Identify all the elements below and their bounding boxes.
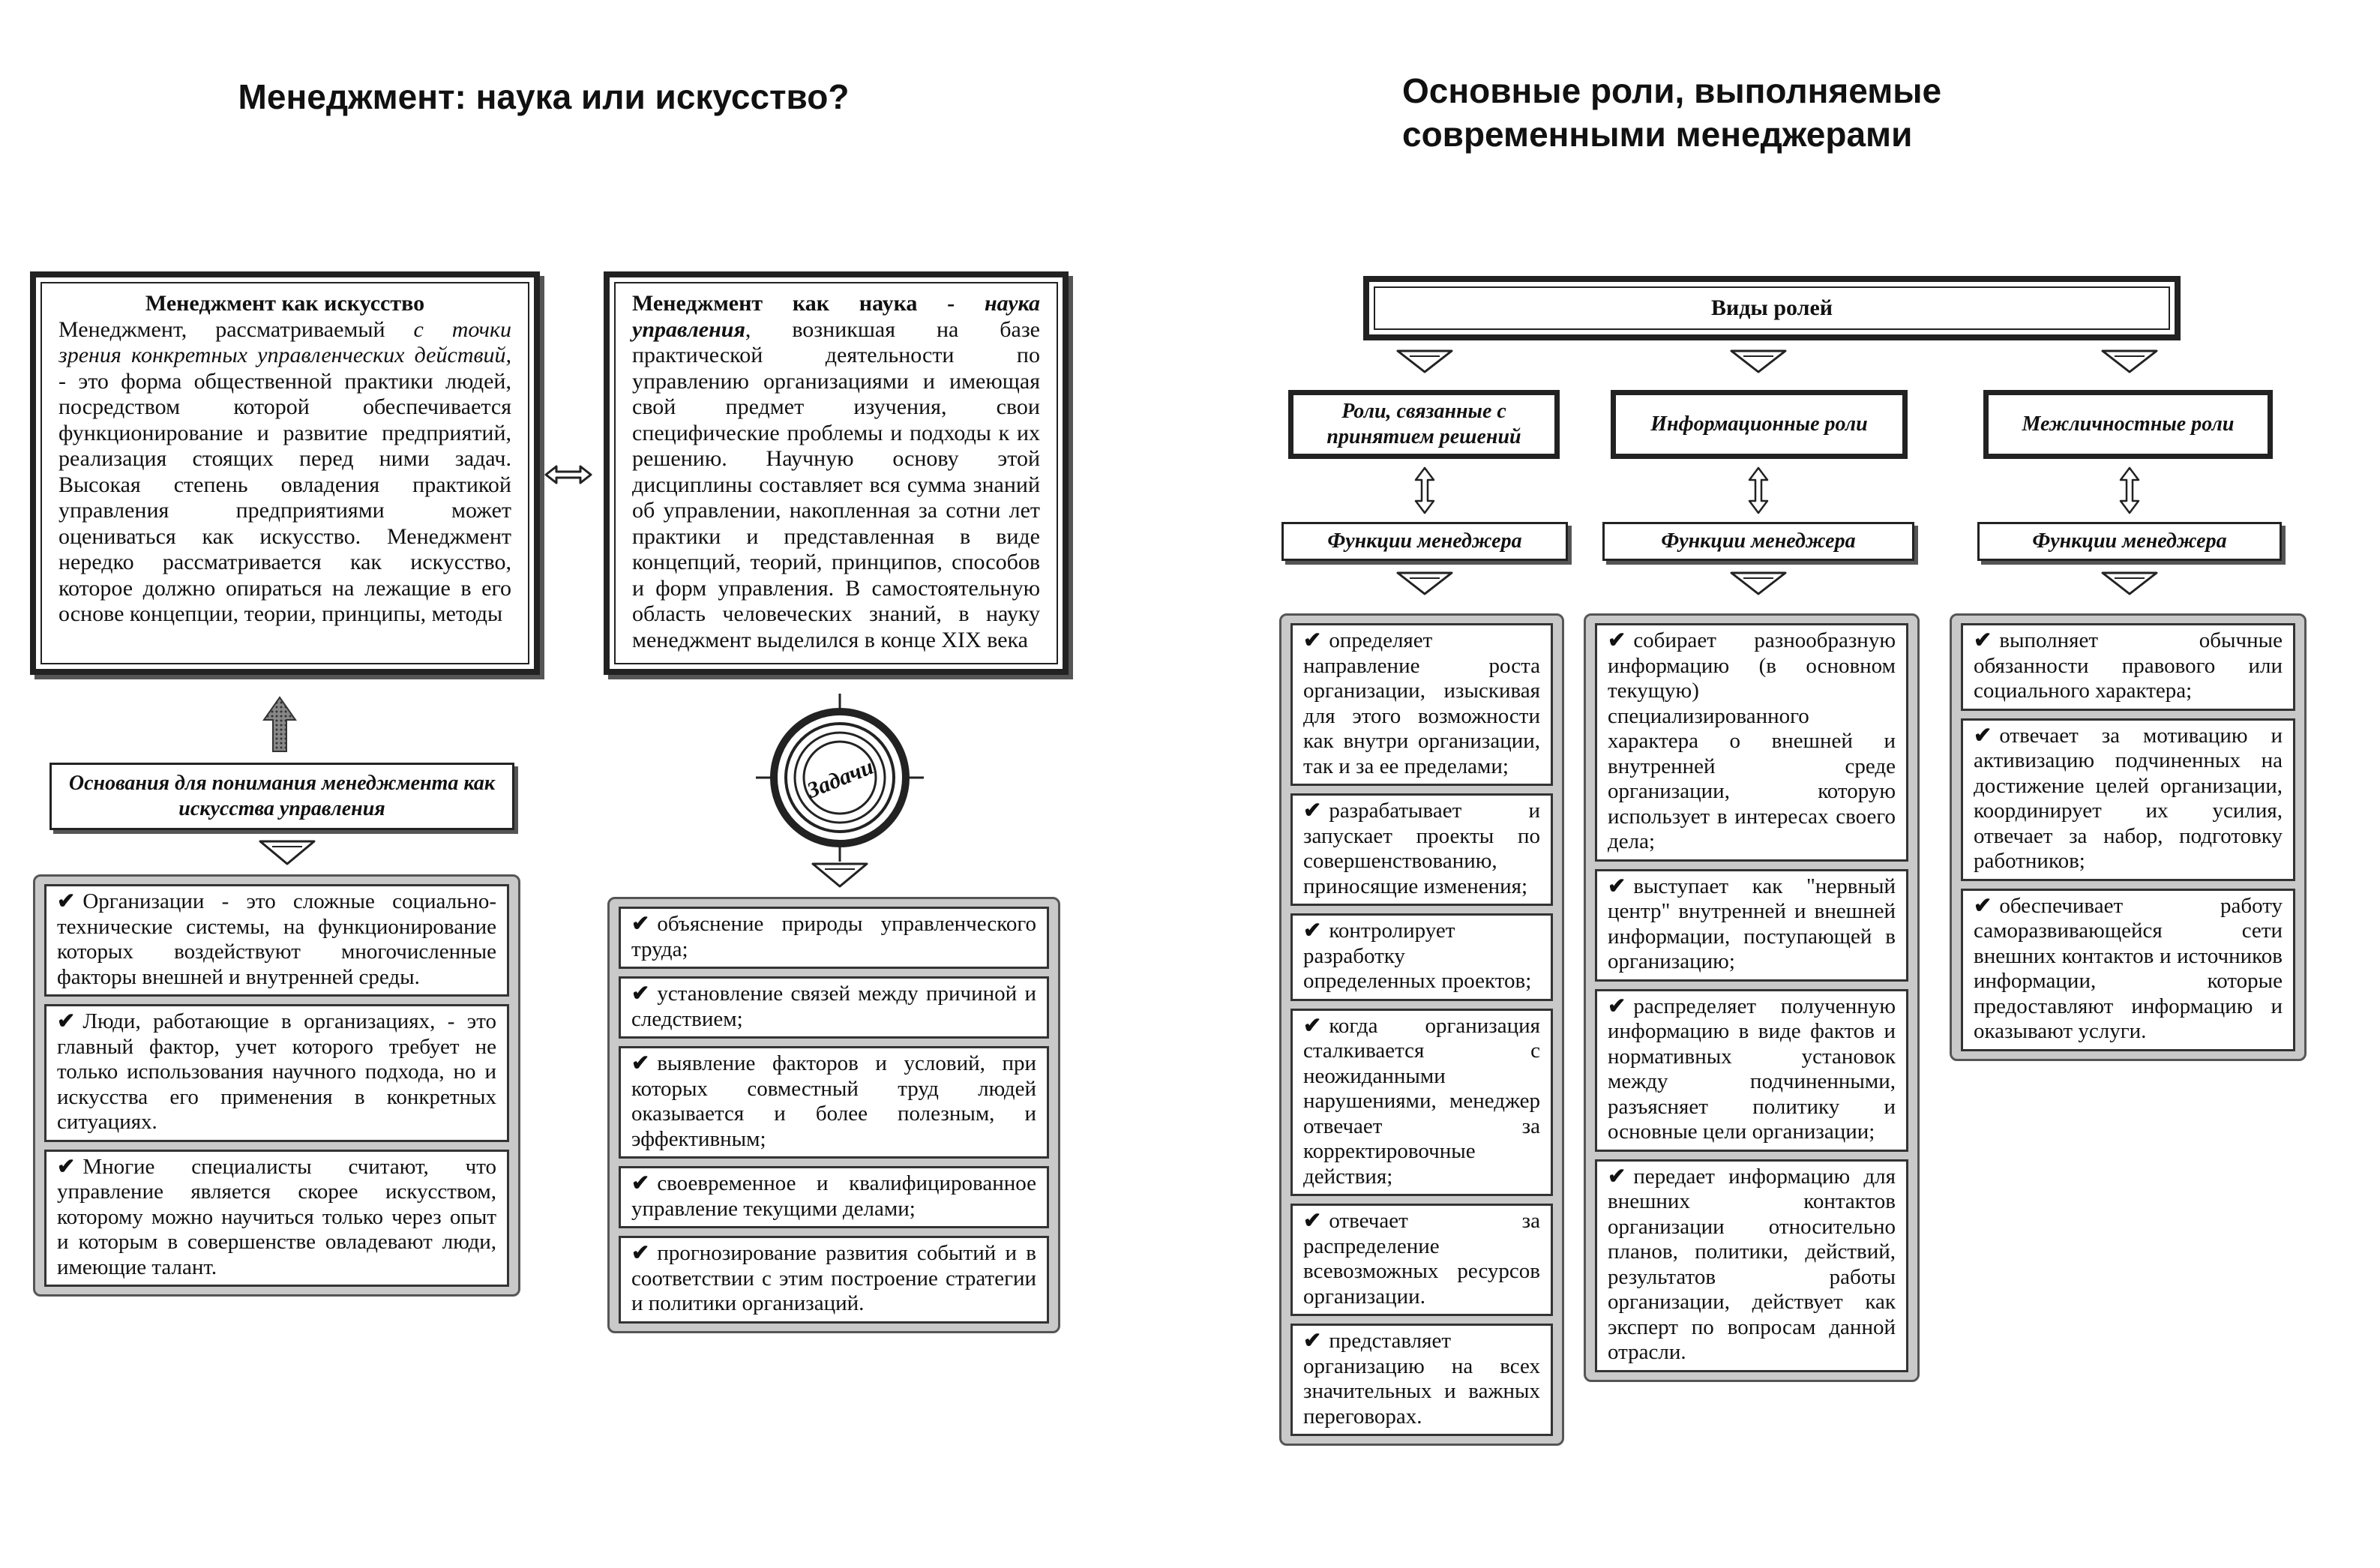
list-item-text: когда организация сталкивается с неожиданными нарушениями, менеджер отвечает за корректировочные действия; xyxy=(1303,1013,1540,1189)
art-box-text-2: - это форма общественной практики людей, посредством которой обеспечивается функционирование и развитие предприятий, реализация стоящих перед ними задач. Высокая степень овладения практикой управления предприятиями может оцениваться как искусство. Менеджмент нередко рассматривается как искусство, которое должно опираться на лежащие в его основе концепции, теории, принципы, методы xyxy=(58,368,511,626)
list-item-text: распределяет полученную информацию в виде фактов и нормативных установок между подчиненными, разъясняет политику и основные цели организации; xyxy=(1608,994,1896,1144)
list-item xyxy=(619,976,1049,1039)
functions-panel xyxy=(1584,613,1920,1382)
double-arrow-icon xyxy=(544,463,592,486)
check-icon: ✔ xyxy=(1303,799,1322,823)
list-item-text: представляет организацию на всех значительных и важных переговорах. xyxy=(1303,1329,1540,1429)
list-item-text: выступает как "нервный центр" внутренней и внешней информации, поступающей в организацию; xyxy=(1608,874,1896,973)
list-item xyxy=(1595,623,1908,862)
functions-label-text: Функции менеджера xyxy=(1327,529,1522,553)
functions-label xyxy=(1281,522,1568,561)
art-box-heading: Менеджмент как искусство xyxy=(145,291,425,316)
check-icon: ✔ xyxy=(1608,874,1626,898)
updown-arrow-icon xyxy=(1748,466,1769,514)
target-label: Задачи xyxy=(803,754,877,803)
list-item-text: отвечает за распределение всевозможных ресурсов организации. xyxy=(1303,1209,1540,1309)
science-box xyxy=(604,271,1069,675)
down-arrow-icon xyxy=(1730,349,1787,375)
functions-label-text: Функции менеджера xyxy=(1661,529,1856,553)
list-item-text: своевременное и квалифицированное управление текущими делами; xyxy=(631,1171,1036,1221)
down-arrow-icon xyxy=(1396,349,1453,375)
down-arrow-icon xyxy=(1396,571,1453,597)
right-page-title xyxy=(1402,69,2062,156)
down-arrow-icon xyxy=(2101,349,2158,375)
science-box-text: , возникшая на базе практической деятельности по управлению организациями и имеющая свой предмет изучения, свои специфические проблемы и подходы к их решению. Научную основу этой дисциплины составляет вся сумма знаний об управлении, накопленная за сотни лет практики и представленная в виде концепций, теорий, принципов, способов и форм управления. В самостоятельную область человеческих знаний, в науку менеджмент выделился в конце XIX века xyxy=(632,316,1040,652)
check-icon: ✔ xyxy=(631,1051,650,1075)
list-item xyxy=(1290,1009,1553,1197)
role-label: Роли, связанные с принятием решений xyxy=(1326,400,1521,448)
up-arrow-icon xyxy=(261,696,298,753)
check-icon: ✔ xyxy=(631,912,650,936)
list-item-text: отвечает за мотивацию и активизацию подчиненных на достижение целей организации, координирует их усилия, отвечает за набор, подготовку работников; xyxy=(1974,723,2283,873)
list-item-text: разрабатывает и запускает проекты по совершенствованию, приносящие изменения; xyxy=(1303,799,1540,898)
list-item xyxy=(1961,889,2295,1051)
list-item-text: собирает разнообразную информацию (в основном текущую) специализированного характера о внешней и внутренней среде организации, которую использует в интересах своего дела; xyxy=(1608,628,1896,853)
check-icon: ✔ xyxy=(1608,1164,1626,1189)
list-item xyxy=(619,1046,1049,1159)
check-icon: ✔ xyxy=(1608,994,1626,1018)
list-item xyxy=(1595,869,1908,982)
functions-label-text: Функции менеджера xyxy=(2032,529,2227,553)
check-icon: ✔ xyxy=(57,1009,76,1033)
list-item-text: установление связей между причиной и следствием; xyxy=(631,982,1036,1031)
down-arrow-icon xyxy=(259,840,316,865)
updown-arrow-icon xyxy=(2119,466,2140,514)
list-item-text: выполняет обычные обязанности правового или социального характера; xyxy=(1974,628,2283,703)
list-item xyxy=(44,1004,509,1142)
check-icon: ✔ xyxy=(1303,628,1322,652)
basis-label: Основания для понимания менеджмента как искусства управления xyxy=(49,763,514,830)
list-item xyxy=(619,1236,1049,1324)
science-box-heading-italic: наука управления xyxy=(632,291,1040,342)
role-types-box xyxy=(1363,276,2181,340)
list-item xyxy=(1961,718,2295,881)
check-icon: ✔ xyxy=(1303,919,1322,943)
list-item xyxy=(44,1150,509,1288)
science-box-heading: Менеджмент как наука - xyxy=(632,291,985,316)
right-title-line-1: Основные роли, выполняемые xyxy=(1402,71,1942,110)
check-icon: ✔ xyxy=(57,889,76,913)
list-item xyxy=(619,1166,1049,1228)
list-item xyxy=(1290,793,1553,906)
updown-arrow-icon xyxy=(1414,466,1435,514)
right-title-line-2: современными менеджерами xyxy=(1402,115,1913,154)
check-icon: ✔ xyxy=(1608,628,1626,652)
list-item-text: объяснение природы управленческого труда; xyxy=(631,912,1036,961)
list-item-text: прогнозирование развития событий и в соответствии с этим построение стратегии и политики организаций. xyxy=(631,1241,1036,1315)
basis-items-panel xyxy=(33,874,520,1297)
role-label: Информационные роли xyxy=(1650,412,1868,436)
down-arrow-icon xyxy=(2101,571,2158,597)
list-item xyxy=(44,884,509,997)
target-icon xyxy=(750,688,930,868)
down-arrow-icon xyxy=(811,862,868,888)
art-box xyxy=(30,271,540,675)
check-icon: ✔ xyxy=(631,1171,650,1195)
list-item-text: определяет направление роста организации, изыскивая для этого возможности как внутри организации, так и за ее пределами; xyxy=(1303,628,1540,778)
list-item-text: передает информацию для внешних контактов организации относительно планов, политики, действий, результатов работы организации, действует как эксперт по вопросам данной отрасли. xyxy=(1608,1164,1896,1364)
list-item-text: обеспечивает работу саморазвивающейся сети внешних контактов и источников информации, которые предоставляют информацию и оказывают услуги. xyxy=(1974,893,2283,1043)
art-box-text-1: Менеджмент, рассматриваемый xyxy=(58,316,414,342)
role-types-label: Виды ролей xyxy=(1710,295,1833,320)
list-item xyxy=(1595,1159,1908,1372)
tasks-items-panel xyxy=(607,897,1060,1333)
check-icon: ✔ xyxy=(1974,893,1992,918)
list-item xyxy=(1961,623,2295,711)
down-arrow-icon xyxy=(1730,571,1787,597)
list-item-text: выявление факторов и условий, при которых совместный труд людей оказывается и более полезным, и эффективным; xyxy=(631,1051,1036,1151)
functions-label xyxy=(1602,522,1914,561)
list-item-text: Люди, работающие в организациях, - это главный фактор, учет которого требует не только использования научного подхода, но и искусства его применения в конкретных ситуациях. xyxy=(57,1009,496,1134)
list-item xyxy=(619,907,1049,969)
list-item xyxy=(1290,1324,1553,1436)
check-icon: ✔ xyxy=(1303,1013,1322,1038)
check-icon: ✔ xyxy=(631,1241,650,1265)
check-icon: ✔ xyxy=(1974,628,1992,652)
role-box xyxy=(1983,390,2273,459)
check-icon: ✔ xyxy=(1303,1209,1322,1233)
list-item xyxy=(1290,1204,1553,1316)
list-item-text: контролирует разработку определенных проектов; xyxy=(1303,919,1532,993)
role-box xyxy=(1611,390,1908,459)
functions-label xyxy=(1977,522,2282,561)
list-item xyxy=(1290,623,1553,786)
role-label: Межличностные роли xyxy=(2022,412,2235,436)
list-item xyxy=(1595,989,1908,1152)
list-item xyxy=(1290,913,1553,1001)
list-item-text: Организации - это сложные социально-технические системы, на функционирование которых воздействуют многочисленные факторы внешней и внутренней среды. xyxy=(57,889,496,989)
left-page-title: Менеджмент: наука или искусство? xyxy=(238,77,850,116)
art-box-text-italic: с точки зрения конкретных управленческих действий, xyxy=(58,316,511,367)
list-item-text: Многие специалисты считают, что управление является скорее искусством, которому можно научиться только через опыт и которым в совершенстве овладевают люди, имеющие талант. xyxy=(57,1154,496,1279)
functions-panel xyxy=(1279,613,1564,1446)
check-icon: ✔ xyxy=(631,982,650,1006)
functions-panel xyxy=(1950,613,2307,1061)
check-icon: ✔ xyxy=(1303,1329,1322,1353)
role-box xyxy=(1288,390,1560,459)
check-icon: ✔ xyxy=(57,1154,76,1179)
check-icon: ✔ xyxy=(1974,723,1992,748)
